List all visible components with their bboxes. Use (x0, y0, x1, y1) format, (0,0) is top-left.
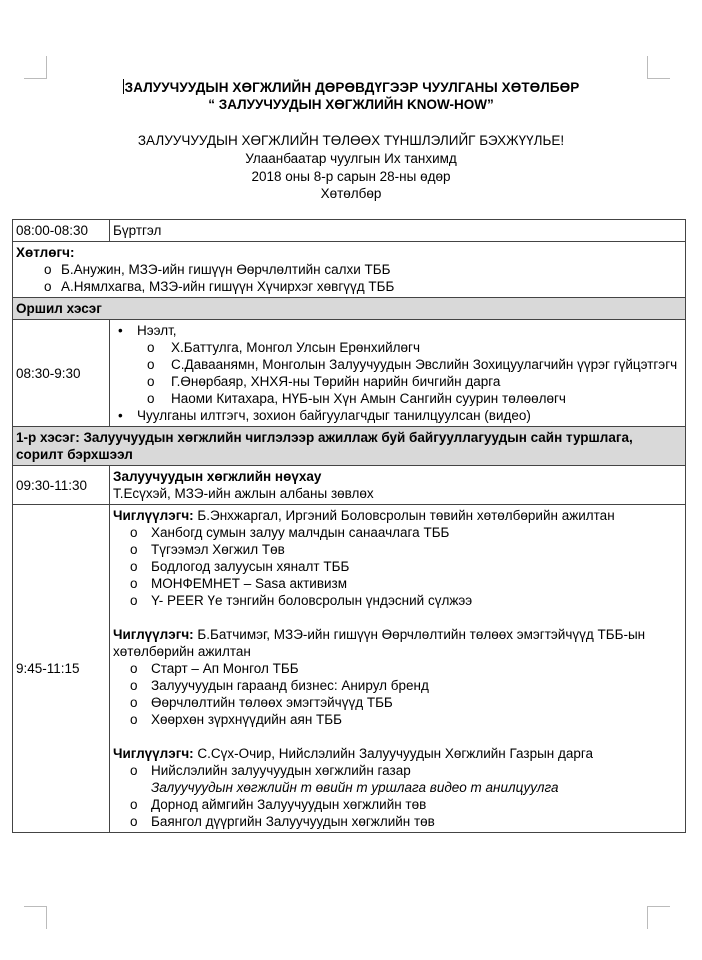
page-corner-mark (24, 906, 47, 929)
moderator-line: Чиглүүлэгч: С.Сүх-Очир, Нийслэлийн Залуучуудын Хөгжлийн Газрын дарга (113, 746, 594, 761)
page-corner-mark (24, 56, 47, 79)
section-heading: 1-р хэсэг: Залуучуудын хөгжлийн чиглэлээр ажиллаж буй байгууллагуудын сайн туршлага, сорилт бэрхшээл (13, 427, 686, 466)
list-item: o С.Даваанямн, Монголын Залуучуудын Эвслийн Зохицуулагчийн үүрэг гүйцэтгэгч (113, 356, 682, 373)
list-item: o МОНФЕМНЕТ – Sasa активизм (113, 575, 682, 592)
list-item: o Хөөрхөн зүрхнүүдийн аян ТББ (113, 711, 682, 728)
session-cell (110, 505, 686, 833)
session-cell (110, 320, 686, 427)
video-note: Залуучуудын хөгжлийн т өвийн т уршлага видео т анилцуулга (151, 780, 559, 795)
session-title: Залуучуудын хөгжлийн нөүхау (113, 469, 322, 484)
list-item: o А.Нямлхагва, МЗЭ-ийн гишүүн Хүчирхэг хөвгүүд ТББ (16, 278, 682, 295)
agenda-table (12, 219, 686, 833)
slogan: ЗАЛУУЧУУДЫН ХӨГЖЛИЙН ТӨЛӨӨХ ТҮНШЛЭЛИЙГ БЭХЖҮҮЛЬЕ! (137, 133, 565, 148)
moderator-line: Чиглүүлэгч: Б.Батчимэг, МЗЭ-ийн гишүүн Өөрчлөлтийн төлөөх эмэгтэйчүүд ТББ-ын хөтөлбөрийн ажилтан (113, 627, 646, 659)
table-row (13, 505, 686, 833)
time-cell: 08:00-08:30 (13, 220, 110, 242)
panel-list (113, 660, 682, 728)
list-item: o Дорнод аймгийн Залуучуудын хөгжлийн төв (113, 796, 682, 813)
venue: Улаанбаатар чуулгын Их танхимд (245, 151, 457, 166)
event-date: 2018 оны 8-р сарын 28-ны өдөр (251, 169, 451, 184)
time-cell: 9:45-11:15 (13, 505, 110, 833)
list-item: o Түгээмэл Хөгжил Төв (113, 541, 682, 558)
speaker-list (113, 339, 682, 407)
list-item: o Ханбогд сумын залуу малчдын санаачлага ТББ (113, 524, 682, 541)
section-heading: Оршил хэсэг (13, 298, 686, 320)
table-row (13, 220, 686, 242)
program-heading: Хөтөлбөр (320, 186, 382, 201)
hosts-title: Хөтлөгч: (16, 245, 75, 260)
list-item: o Y- PEER Үе тэнгийн боловсролын үндэсний сүлжээ (113, 592, 682, 609)
table-row (13, 466, 686, 505)
list-item: o Залуучуудын гараанд бизнес: Анирул бренд (113, 677, 682, 694)
list-item: o Б.Анужин, МЗЭ-ийн гишүүн Өөрчлөлтийн салхи ТББ (16, 261, 682, 278)
page-corner-mark (647, 56, 670, 79)
time-cell: 08:30-9:30 (13, 320, 110, 427)
table-row (13, 320, 686, 427)
session-cell: Бүртгэл (110, 220, 686, 242)
opening-list (113, 322, 682, 424)
list-item: o Бодлогод залуусын хяналт ТББ (113, 558, 682, 575)
time-cell: 09:30-11:30 (13, 466, 110, 505)
session-cell (110, 466, 686, 505)
panel-list (113, 524, 682, 609)
text-cursor (123, 79, 124, 94)
hosts-cell (13, 242, 686, 298)
document-subtitle: “ ЗАЛУУЧУУДЫН ХӨГЖЛИЙН KNOW-HOW” (208, 97, 494, 112)
session-speaker: Т.Есүхэй, МЗЭ-ийн ажлын албаны зөвлөх (113, 486, 374, 501)
list-item: o Наоми Китахара, НҮБ-ын Хүн Амын Сангийн суурин төлөөлөгч (113, 390, 682, 407)
list-item: • Чуулганы илтгэгч, зохион байгуулагчдыг танилцуулсан (видео) (113, 407, 682, 424)
document-title: ЗАЛУУЧУУДЫН ХӨГЖЛИЙН ДӨРӨВДҮГЭЭР ЧУУЛГАНЫ ХӨТӨЛБӨР (124, 80, 580, 95)
list-item: o Х.Баттулга, Монгол Улсын Ерөнхийлөгч (113, 339, 682, 356)
list-item: o Старт – Ап Монгол ТББ (113, 660, 682, 677)
list-item: o Баянгол дүүргийн Залуучуудын хөгжлийн төв (113, 813, 682, 830)
list-item: o Нийслэлийн залуучуудын хөгжлийн газар Залуучуудын хөгжлийн т өвийн т уршлага видео т анилцуулга (113, 762, 682, 796)
panel-list (113, 762, 682, 830)
list-item: o Г.Өнөрбаяр, ХНХЯ-ны Төрийн нарийн бичгийн дарга (113, 373, 682, 390)
section-row (13, 298, 686, 320)
list-item: • Нээлт, o Х.Баттулга, Монгол Улсын Ерөнхийлөгч o С.Даваанямн, Монголын Залуучуудын Эвслийн Зохицуулагчийн үүрэг гүйцэтгэгч o Г.Өнөрбаяр, ХНХЯ-ны Төрийн нарийн бичгийн дарга o Наоми Китахара, НҮБ-ын Хүн Амын Сангийн суурин төлөөлөгч (113, 322, 682, 407)
list-item: o Өөрчлөлтийн төлөөх эмэгтэйчүүд ТББ (113, 694, 682, 711)
table-row (13, 242, 686, 298)
page-corner-mark (647, 906, 670, 929)
moderator-line: Чиглүүлэгч: Б.Энхжаргал, Иргэний Боловсролын төвийн хөтөлбөрийн ажилтан (113, 508, 615, 523)
section-row (13, 427, 686, 466)
hosts-list (16, 261, 682, 295)
